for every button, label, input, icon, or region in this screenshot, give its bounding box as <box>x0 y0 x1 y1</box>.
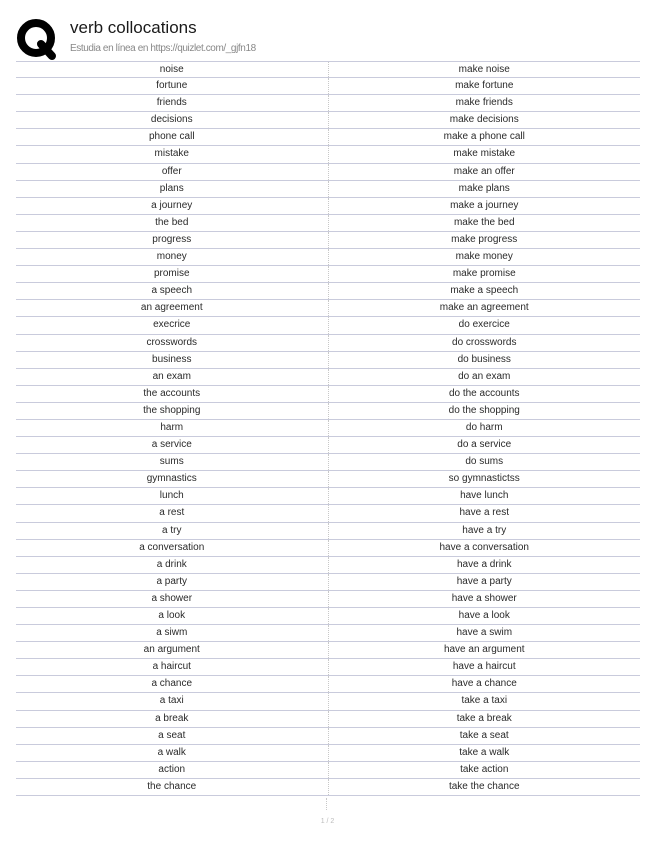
table-row <box>16 676 640 693</box>
term-cell: friends <box>16 95 329 111</box>
definition-cell: do the shopping <box>448 404 520 416</box>
definition-cell: make an agreement <box>439 302 529 314</box>
term-cell: execrice <box>16 317 329 333</box>
table-row <box>16 215 640 232</box>
term-cell: plans <box>16 181 329 197</box>
table-row <box>16 181 640 198</box>
table-row <box>16 300 640 317</box>
definition-cell: do the accounts <box>448 387 520 399</box>
term-cell: promise <box>16 266 329 282</box>
table-row <box>16 523 640 540</box>
definition-cell: have a conversation <box>439 541 529 553</box>
table-row <box>16 164 640 181</box>
table-row <box>16 711 640 728</box>
term-cell: gymnastics <box>16 471 329 487</box>
definition-cell: make a journey <box>450 199 519 211</box>
definition-cell: do business <box>457 353 511 365</box>
definition-cell: make fortune <box>455 80 514 92</box>
table-row <box>16 693 640 710</box>
term-cell: a siwm <box>16 625 329 641</box>
term-cell: a chance <box>16 676 329 692</box>
page-number: 1 / 2 <box>320 818 335 825</box>
term-cell: a journey <box>16 198 329 214</box>
table-row <box>16 129 640 146</box>
term-cell: phone call <box>16 129 329 145</box>
table-row <box>16 335 640 352</box>
table-row <box>16 232 640 249</box>
table-row <box>16 420 640 437</box>
definition-cell: have a drink <box>457 558 512 570</box>
term-cell: an exam <box>16 369 329 385</box>
table-row <box>16 505 640 522</box>
table-row <box>16 762 640 779</box>
table-row <box>16 283 640 300</box>
definition-cell: do harm <box>465 421 503 433</box>
definition-cell: make an offer <box>453 165 515 177</box>
term-cell: noise <box>16 62 329 77</box>
table-row <box>16 95 640 112</box>
term-cell: money <box>16 249 329 265</box>
document-header <box>16 14 640 58</box>
definition-cell: have a rest <box>459 507 509 519</box>
table-row <box>16 437 640 454</box>
definition-cell: make decisions <box>449 114 519 126</box>
term-cell: lunch <box>16 488 329 504</box>
quizlet-q-icon <box>16 18 58 60</box>
table-row <box>16 146 640 163</box>
term-cell: a walk <box>16 745 329 761</box>
table-row <box>16 488 640 505</box>
term-cell: mistake <box>16 146 329 162</box>
definition-cell: take a break <box>456 712 512 724</box>
term-cell: a speech <box>16 283 329 299</box>
table-row <box>16 112 640 129</box>
table-row <box>16 454 640 471</box>
table-row <box>16 198 640 215</box>
term-cell: offer <box>16 164 329 180</box>
definition-cell: make the bed <box>453 216 515 228</box>
term-cell: a shower <box>16 591 329 607</box>
table-row <box>16 61 640 78</box>
definition-cell: take a seat <box>459 729 509 741</box>
definition-cell: take the chance <box>448 780 520 792</box>
definition-cell: make friends <box>455 97 513 109</box>
definition-cell: have a look <box>458 610 510 621</box>
definition-cell: have a chance <box>451 678 517 690</box>
table-row <box>16 625 640 642</box>
table-row <box>16 728 640 745</box>
definition-cell: have a swim <box>456 627 513 639</box>
definition-cell: make noise <box>458 64 510 75</box>
set-source-url: Estudia en línea en https://quizlet.com/_gjfn18 <box>70 43 256 54</box>
term-cell: a taxi <box>16 693 329 709</box>
term-cell: a rest <box>16 505 329 521</box>
definition-cell: have an argument <box>443 644 525 656</box>
table-row <box>16 642 640 659</box>
column-divider-tick <box>326 798 327 810</box>
term-cell: a try <box>16 523 329 539</box>
definition-cell: have a haircut <box>452 661 516 673</box>
table-row <box>16 352 640 369</box>
definition-cell: do a service <box>457 439 512 451</box>
term-cell: an agreement <box>16 300 329 316</box>
definition-cell: take a walk <box>459 746 510 758</box>
definition-cell: take a taxi <box>461 695 508 707</box>
definition-cell: have a shower <box>451 592 517 604</box>
table-row <box>16 557 640 574</box>
table-row <box>16 471 640 488</box>
definition-cell: do exercice <box>458 319 510 331</box>
table-row <box>16 540 640 557</box>
table-row <box>16 369 640 386</box>
definition-cell: make a phone call <box>443 131 525 143</box>
definition-cell: do sums <box>465 456 504 468</box>
definition-cell: take action <box>460 763 509 775</box>
term-cell: an argument <box>16 642 329 658</box>
definition-cell: so gymnastictss <box>448 473 520 485</box>
table-row <box>16 779 640 796</box>
term-cell: fortune <box>16 78 329 94</box>
term-cell: harm <box>16 420 329 436</box>
table-row <box>16 574 640 591</box>
definition-cell: do crosswords <box>452 336 517 348</box>
term-cell: the accounts <box>16 386 329 402</box>
table-row <box>16 591 640 608</box>
definition-cell: have a party <box>456 575 512 587</box>
term-cell: a haircut <box>16 659 329 675</box>
table-row <box>16 266 640 283</box>
definition-cell: make plans <box>458 182 510 194</box>
term-cell: crosswords <box>16 335 329 351</box>
term-cell: a seat <box>16 728 329 744</box>
term-cell: a drink <box>16 557 329 573</box>
term-cell: decisions <box>16 112 329 128</box>
term-cell: a break <box>16 711 329 727</box>
table-row <box>16 249 640 266</box>
definition-cell: do an exam <box>458 370 511 382</box>
definition-cell: have lunch <box>460 490 509 502</box>
definition-cell: have a try <box>462 524 507 536</box>
term-cell: the chance <box>16 779 329 795</box>
table-row <box>16 745 640 762</box>
table-row <box>16 403 640 420</box>
term-cell: a look <box>16 608 329 624</box>
set-title: verb collocations <box>70 18 197 37</box>
table-row <box>16 608 640 625</box>
table-row <box>16 386 640 403</box>
definition-cell: make promise <box>452 268 516 280</box>
definition-cell: make progress <box>451 233 518 245</box>
term-cell: the bed <box>16 215 329 231</box>
term-cell: the shopping <box>16 403 329 419</box>
term-cell: business <box>16 352 329 368</box>
table-row <box>16 78 640 95</box>
term-cell: progress <box>16 232 329 248</box>
term-cell: action <box>16 762 329 778</box>
definition-cell: make mistake <box>453 148 516 160</box>
flashcard-table <box>16 61 640 796</box>
term-cell: a conversation <box>16 540 329 556</box>
definition-cell: make money <box>455 251 513 263</box>
table-row <box>16 317 640 334</box>
term-cell: sums <box>16 454 329 470</box>
definition-cell: make a speech <box>450 285 519 297</box>
term-cell: a service <box>16 437 329 453</box>
table-row <box>16 659 640 676</box>
term-cell: a party <box>16 574 329 590</box>
